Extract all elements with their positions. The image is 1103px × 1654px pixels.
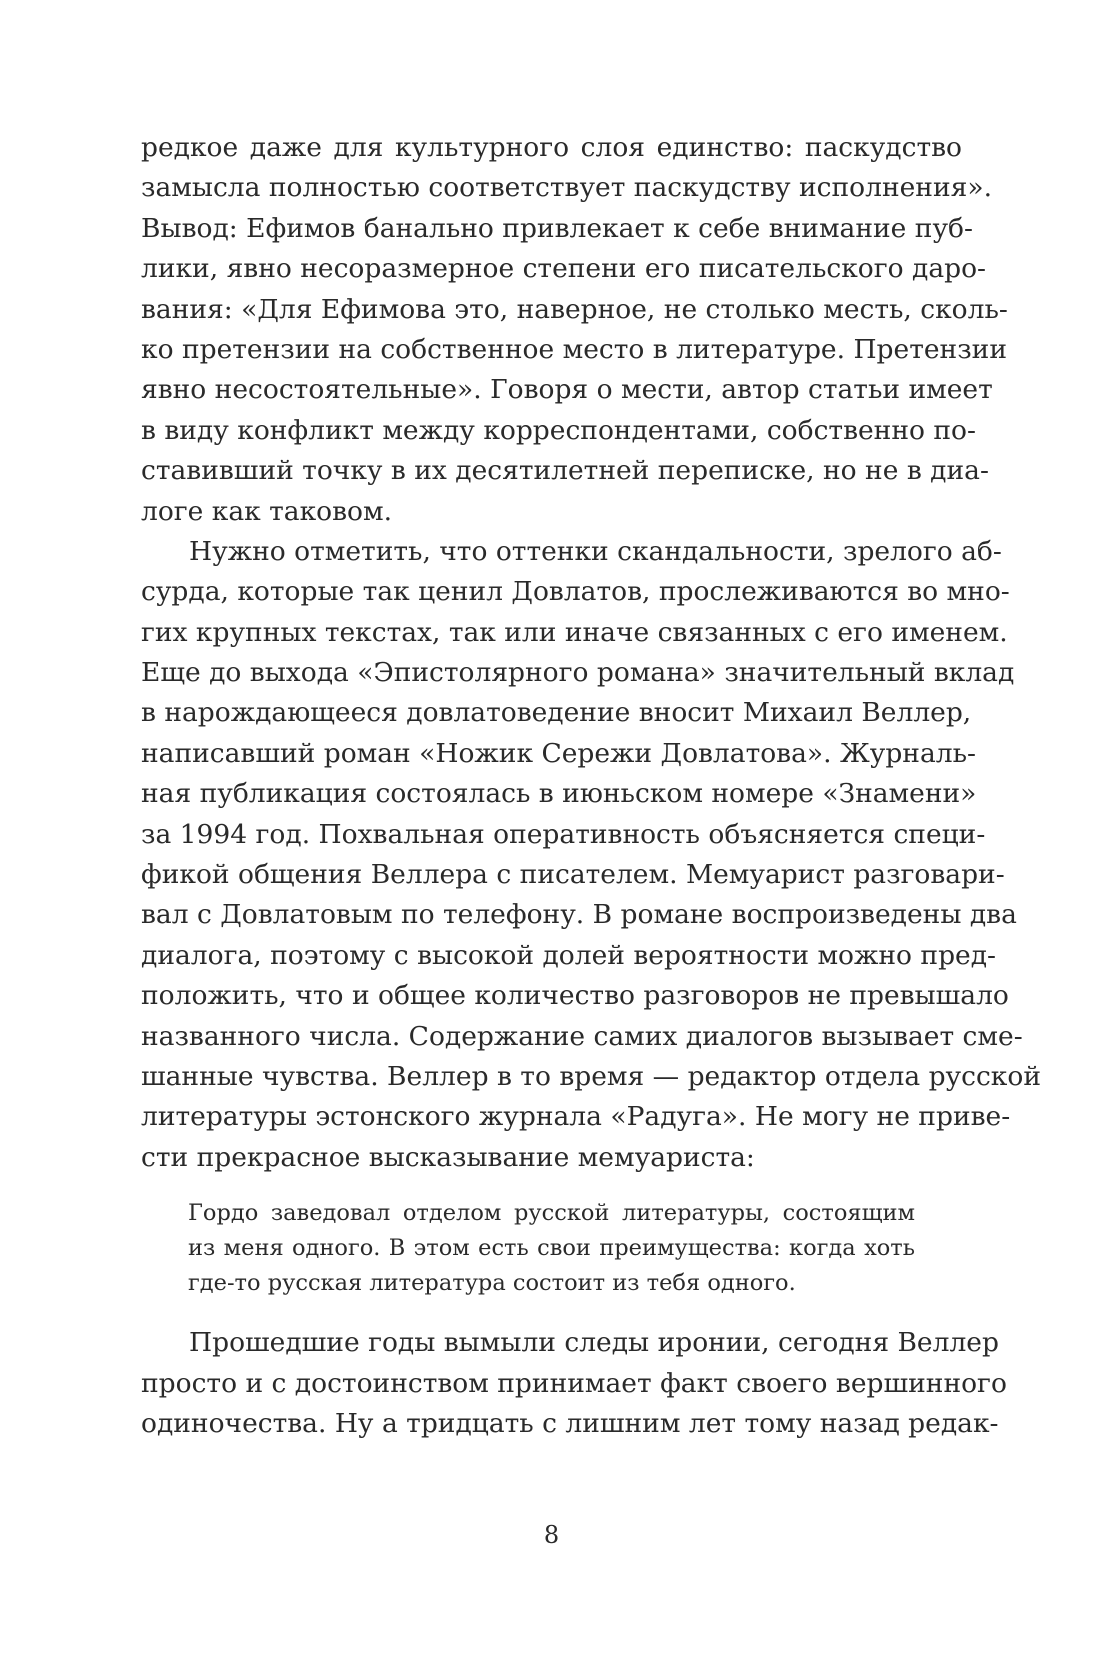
page-number: 8 [543, 1521, 560, 1549]
text-line: гих крупных текстах, так или иначе связанных с его именем. [141, 616, 1008, 648]
paragraph-1 [141, 128, 1008, 532]
text-line: названного числа. Содержание самих диалогов вызывает сме- [141, 1020, 1023, 1052]
block-quote [188, 1196, 915, 1301]
text-line: Вывод: Ефимов банально привлекает к себе внимание пуб- [141, 212, 973, 244]
text-line: лики, явно несоразмерное степени его писательского даро- [141, 253, 986, 285]
text-line: ная публикация состоялась в июньском номере «Знамени» [141, 778, 977, 810]
text-line: ставивший точку в их десятилетней переписке, но не в диа- [141, 455, 989, 487]
page-body [141, 128, 1041, 1444]
text-line: за 1994 год. Похвальная оперативность объясняется специ- [141, 818, 986, 850]
quote-line: из меня одного. В этом есть свои преимущества: когда хоть [188, 1235, 915, 1262]
text-line: шанные чувства. Веллер в то время — редактор отдела русской [141, 1060, 1041, 1092]
text-line: литературы эстонского журнала «Радуга». Не могу не приве- [141, 1101, 1011, 1133]
text-line: фикой общения Веллера с писателем. Мемуарист разговари- [141, 859, 1005, 891]
paragraph-2 [141, 532, 1041, 1178]
text-line: одиночества. Ну а тридцать с лишним лет тому назад редак- [141, 1407, 999, 1439]
text-line: замысла полностью соответствует паскудству исполнения». [141, 172, 992, 204]
text-line: вал с Довлатовым по телефону. В романе воспроизведены два [141, 899, 1017, 931]
text-line: ко претензии на собственное место в литературе. Претензии [141, 333, 1007, 365]
text-line: сурда, которые так ценил Довлатов, прослеживаются во мно- [141, 576, 1010, 608]
text-line: Еще до выхода «Эпистолярного романа» значительный вклад [141, 657, 1015, 689]
text-line: сти прекрасное высказывание мемуариста: [141, 1141, 755, 1173]
text-line: вания: «Для Ефимова это, наверное, не столько месть, сколь- [141, 293, 1008, 325]
text-line: положить, что и общее количество разговоров не превышало [141, 980, 1009, 1012]
paragraph-3 [141, 1323, 1007, 1444]
quote-line: Гордо заведовал отделом русской литературы, состоящим [188, 1200, 915, 1227]
text-line: явно несостоятельные». Говоря о мести, автор статьи имеет [141, 374, 993, 406]
text-line: Нужно отметить, что оттенки скандальности, зрелого аб- [189, 535, 1002, 567]
text-line: просто и с достоинством принимает факт своего вершинного [141, 1367, 1007, 1399]
text-line: написавший роман «Ножик Сережи Довлатова». Журналь- [141, 737, 976, 769]
text-line: диалога, поэтому с высокой долей вероятности можно пред- [141, 939, 997, 971]
text-line: в виду конфликт между корреспондентами, собственно по- [141, 414, 976, 446]
text-line: в нарождающееся довлатоведение вносит Михаил Веллер, [141, 697, 972, 729]
text-line: Прошедшие годы вымыли следы иронии, сегодня Веллер [189, 1327, 999, 1359]
quote-line: где-то русская литература состоит из тебя одного. [188, 1270, 796, 1297]
text-line: логе как таковом. [141, 495, 393, 527]
text-line: редкое даже для культурного слоя единство: паскудство [141, 132, 962, 163]
